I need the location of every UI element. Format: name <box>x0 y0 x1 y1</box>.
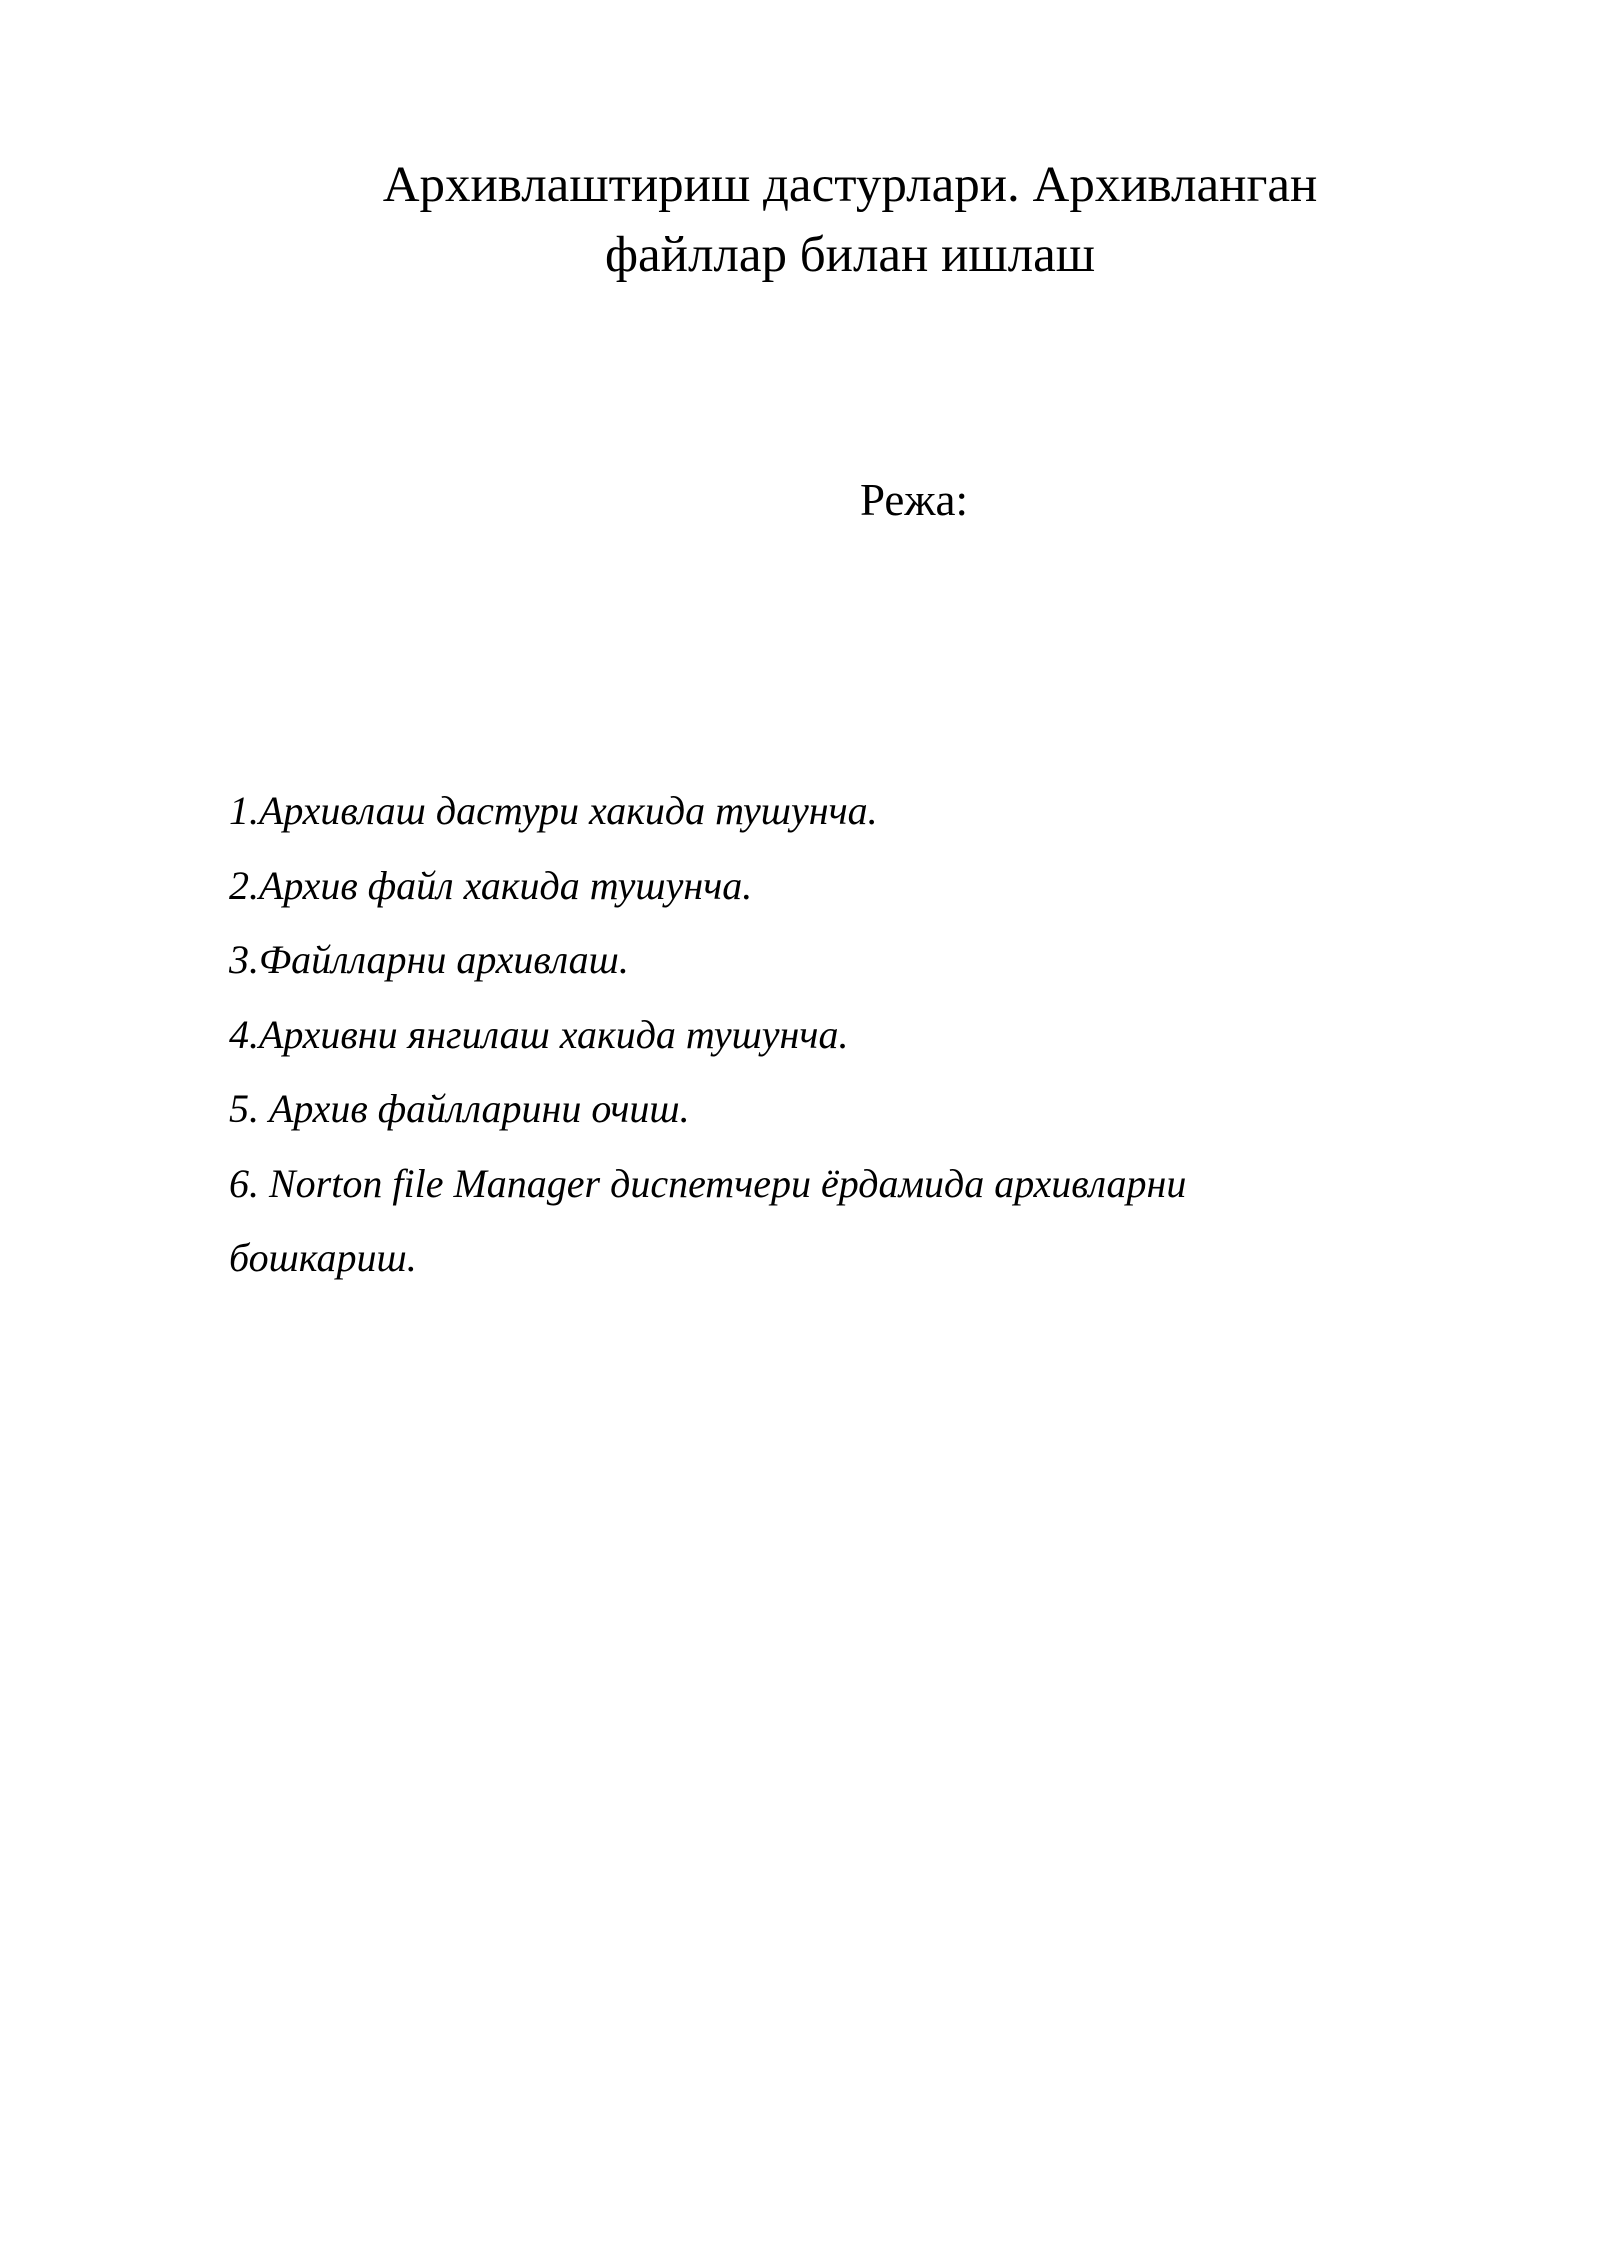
plan-item-1: 1.Архивлаш дастури хакида тушунча. <box>229 788 878 833</box>
plan-list <box>229 774 1379 1296</box>
plan-item-2: 2.Архив файл хакида тушунча. <box>229 862 753 908</box>
title-line-1: Архивлаштириш дастурлари. Архивланган <box>382 157 1318 213</box>
plan-item-6-continued: бошкариш. <box>229 1235 417 1280</box>
title-line-2: файллар билан ишлаш <box>604 227 1096 283</box>
plan-item-4: 4.Архивни янгилаш хакида тушунча. <box>229 1011 849 1057</box>
plan-item-3: 3.Файлларни архивлаш. <box>229 937 629 982</box>
plan-item-6: 6. Norton file Manager диспетчери ёрдамида архивларни <box>229 1160 1187 1206</box>
plan-heading: Режа: <box>860 475 968 525</box>
plan-item-5: 5. Архив файлларини очиш. <box>229 1086 690 1131</box>
document-title <box>230 150 1470 290</box>
